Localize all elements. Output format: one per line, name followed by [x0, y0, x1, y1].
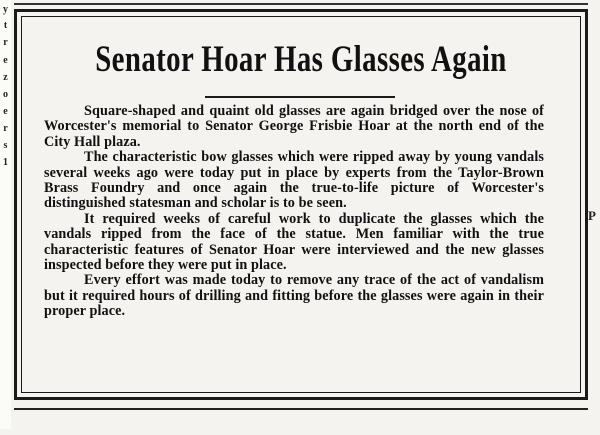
next-article-headline-fragment	[8, 415, 593, 435]
article-headline: Senator Hoar Has Glasses Again	[95, 39, 507, 80]
top-border-line	[14, 3, 588, 5]
adjacent-column-fragment-left	[0, 0, 11, 429]
fragment-letter: e	[3, 55, 8, 66]
paragraph: Every effort was made today to remove any trace of the act of vandalism but it required hours of drilling and fitting before the glasses were again in their proper place.	[44, 272, 544, 320]
paragraph: It required weeks of careful work to duplicate the glasses which the vandals ripped from the face of the statue. Men familiar with the true characteristic features of Senator Hoar were interviewed and the new glasses inspected before they were put in place.	[44, 210, 544, 274]
article-body	[44, 104, 544, 320]
fragment-letter: e	[3, 106, 8, 117]
fragment-letter: P	[588, 208, 596, 223]
paragraph: Square-shaped and quaint old glasses are again bridged over the nose of Worcester's memorial to Senator George Frisbie Hoar at the north end of the City Hall plaza.	[44, 103, 544, 150]
adjacent-column-fragment-right	[586, 0, 600, 429]
paragraph: The characteristic bow glasses which were ripped away by young vandals several weeks ago were today put in place by experts from the Taylor-Brown Brass Foundry and once again the true-to-life picture of Worcester's distinguished statesman and scholar is to be seen.	[44, 149, 544, 212]
fragment-letter: r	[3, 123, 8, 134]
fragment-letter: t	[3, 20, 8, 31]
fragment-letter: z	[3, 72, 8, 83]
fragment-letter: s	[3, 140, 8, 151]
headline-rule	[205, 96, 395, 98]
fragment-letter: 1	[3, 157, 8, 168]
fragment-letter: r	[3, 37, 8, 48]
fragment-letter: o	[3, 89, 8, 100]
bottom-border-line	[14, 408, 588, 410]
fragment-letter: y	[3, 4, 8, 15]
